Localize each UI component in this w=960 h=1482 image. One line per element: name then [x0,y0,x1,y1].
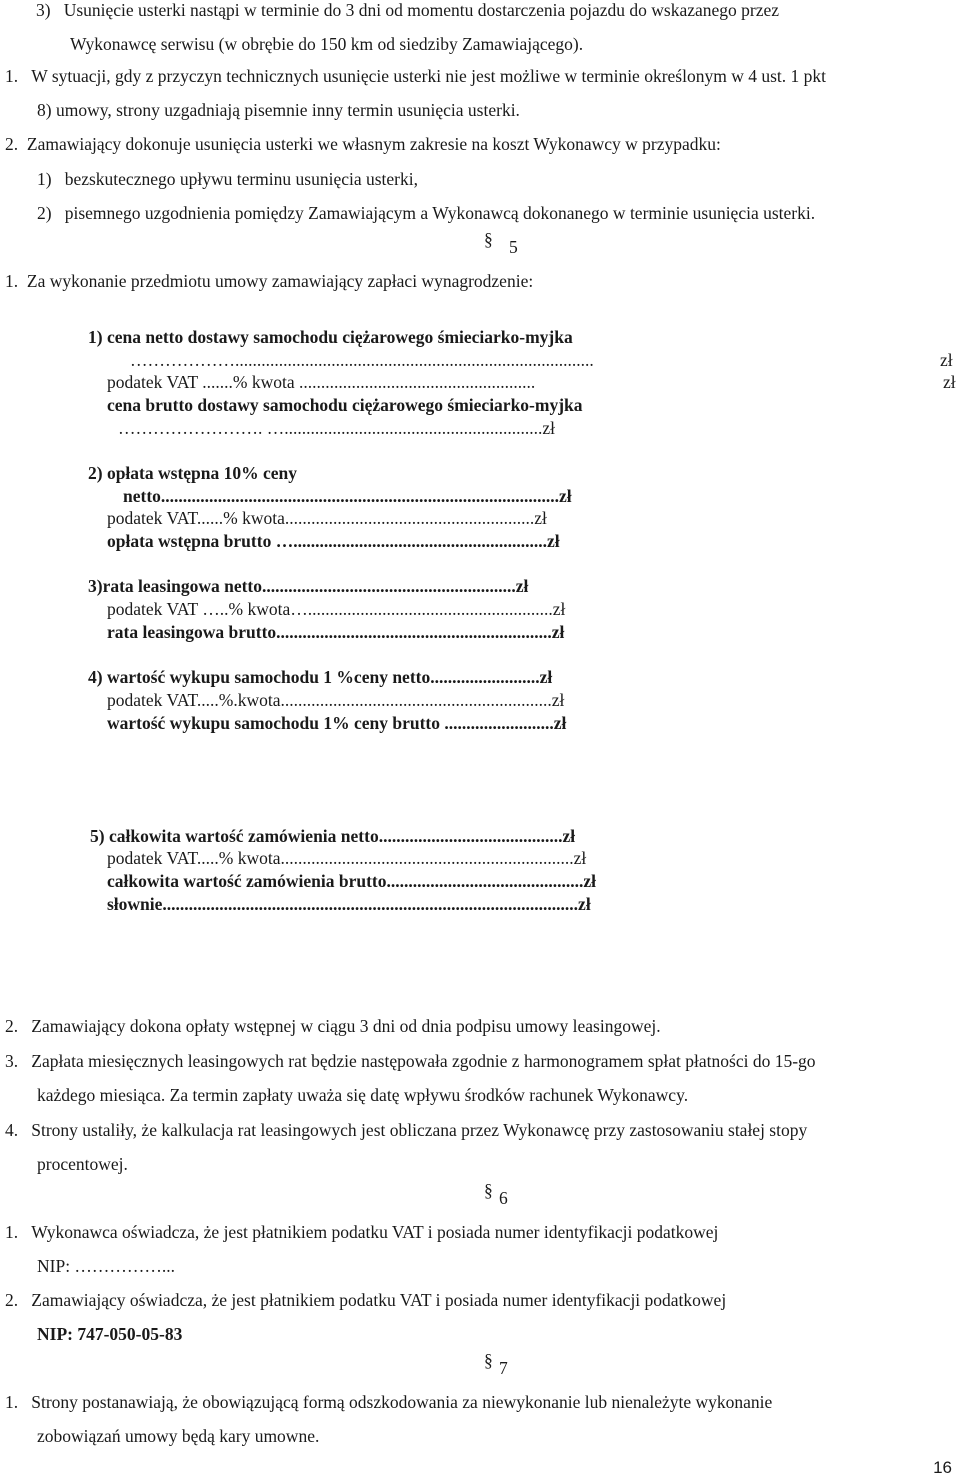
price-vat-currency: zł [943,372,956,392]
section-5-paragraph-2: 2. Zamawiający dokona opłaty wstępnej w ciągu 3 dni od dnia podpisu umowy leasingowej. [5,1016,661,1036]
total-in-words: słownie...............................................................................................zł [107,894,591,914]
section-5-heading: 5 [509,237,518,257]
price-net-title: 1) cena netto dostawy samochodu ciężarowego śmieciarko-myjka [88,327,573,347]
total-vat: podatek VAT.....% kwota...................................................................zł [107,848,587,868]
item-3-line-1: 3) Usunięcie usterki nastąpi w terminie do 3 dni od momentu dostarczenia pojazdu do wskazanego przez [36,0,780,20]
section-5-paragraph-3-line-2: każdego miesiąca. Za termin zapłaty uważa się datę wpływu środków rachunek Wykonawcy. [37,1085,689,1105]
section-5-paragraph-4-line-2: procentowej. [37,1154,128,1174]
paragraph-2-item-2: 2) pisemnego uzgodnienia pomiędzy Zamawiającym a Wykonawcą dokonanego w terminie usunięcia usterki. [37,203,816,223]
section-6-paragraph-2-line-1: 2. Zamawiający oświadcza, że jest płatnikiem podatku VAT i posiada numer identyfikacji podatkowej [5,1290,727,1310]
section-sign-icon: § [484,1350,493,1370]
down-payment-gross: opłata wstępna brutto …..........................................................zł [107,531,560,551]
lease-installment-gross: rata leasingowa brutto...............................................................zł [107,622,565,642]
section-7-paragraph-1-line-2: zobowiązań umowy będą kary umowne. [37,1426,320,1446]
buyout-vat: podatek VAT.....%.kwota..............................................................zł [107,690,565,710]
down-payment-vat: podatek VAT......% kwota.........................................................zł [107,508,547,528]
section-7-heading: 7 [499,1358,508,1378]
buyout-net: 4) wartość wykupu samochodu 1 %ceny netto.........................zł [88,667,553,687]
price-net-dots: ……………….................................................................................. [130,350,594,370]
down-payment-title: 2) opłata wstępna 10% ceny [88,463,298,483]
section-sign-icon: § [484,1180,493,1200]
paragraph-1-line-2: 8) umowy, strony uzgadniają pisemnie inny termin usunięcia usterki. [37,100,520,120]
price-gross-title: cena brutto dostawy samochodu ciężarowego śmieciarko-myjka [107,395,583,415]
section-5-intro: 1. Za wykonanie przedmiotu umowy zamawiający zapłaci wynagrodzenie: [5,271,534,291]
lease-installment-net: 3)rata leasingowa netto..........................................................zł [88,576,529,596]
section-sign-icon: § [484,229,493,249]
price-net-currency: zł [940,350,953,370]
buyout-gross: wartość wykupu samochodu 1% ceny brutto .........................zł [107,713,567,733]
section-7-paragraph-1-line-1: 1. Strony postanawiają, że obowiązującą formą odszkodowania za niewykonanie lub nienależyte wykonanie [5,1392,773,1412]
price-gross-dots: ……………………. …...........................................................zł [118,418,556,438]
paragraph-2-line-1: 2. Zamawiający dokonuje usunięcia usterki we własnym zakresie na koszt Wykonawcy w przypadku: [5,134,721,154]
section-5-paragraph-3-line-1: 3. Zapłata miesięcznych leasingowych rat będzie następowała zgodnie z harmonogramem spłat płatności do 15-go [5,1051,816,1071]
section-6-heading: 6 [499,1188,508,1208]
total-gross: całkowita wartość zamówienia brutto.............................................zł [107,871,596,891]
section-5-paragraph-4-line-1: 4. Strony ustaliły, że kalkulacja rat leasingowych jest obliczana przez Wykonawcę przy zastosowaniu stałej stopy [5,1120,808,1140]
item-3-line-2: Wykonawcę serwisu (w obrębie do 150 km od siedziby Zamawiającego). [70,34,584,54]
price-net-vat: podatek VAT .......% kwota ...................................................... [107,372,536,392]
paragraph-1-line-1: 1. W sytuacji, gdy z przyczyn technicznych usunięcie usterki nie jest możliwe w terminie określonym w 4 ust. 1 pkt [5,66,826,86]
lease-installment-vat: podatek VAT …..% kwota…........................................................zł [107,599,566,619]
page-number: 16 [933,1458,952,1477]
total-net: 5) całkowita wartość zamówienia netto..........................................zł [90,826,576,846]
paragraph-2-item-1: 1) bezskutecznego upływu terminu usunięcia usterki, [37,169,419,189]
vendor-nip: NIP: ……………... [37,1256,176,1276]
section-6-paragraph-1-line-1: 1. Wykonawca oświadcza, że jest płatnikiem podatku VAT i posiada numer identyfikacji podatkowej [5,1222,719,1242]
down-payment-net: netto...........................................................................................zł [123,486,572,506]
buyer-nip: NIP: 747-050-05-83 [37,1324,183,1344]
